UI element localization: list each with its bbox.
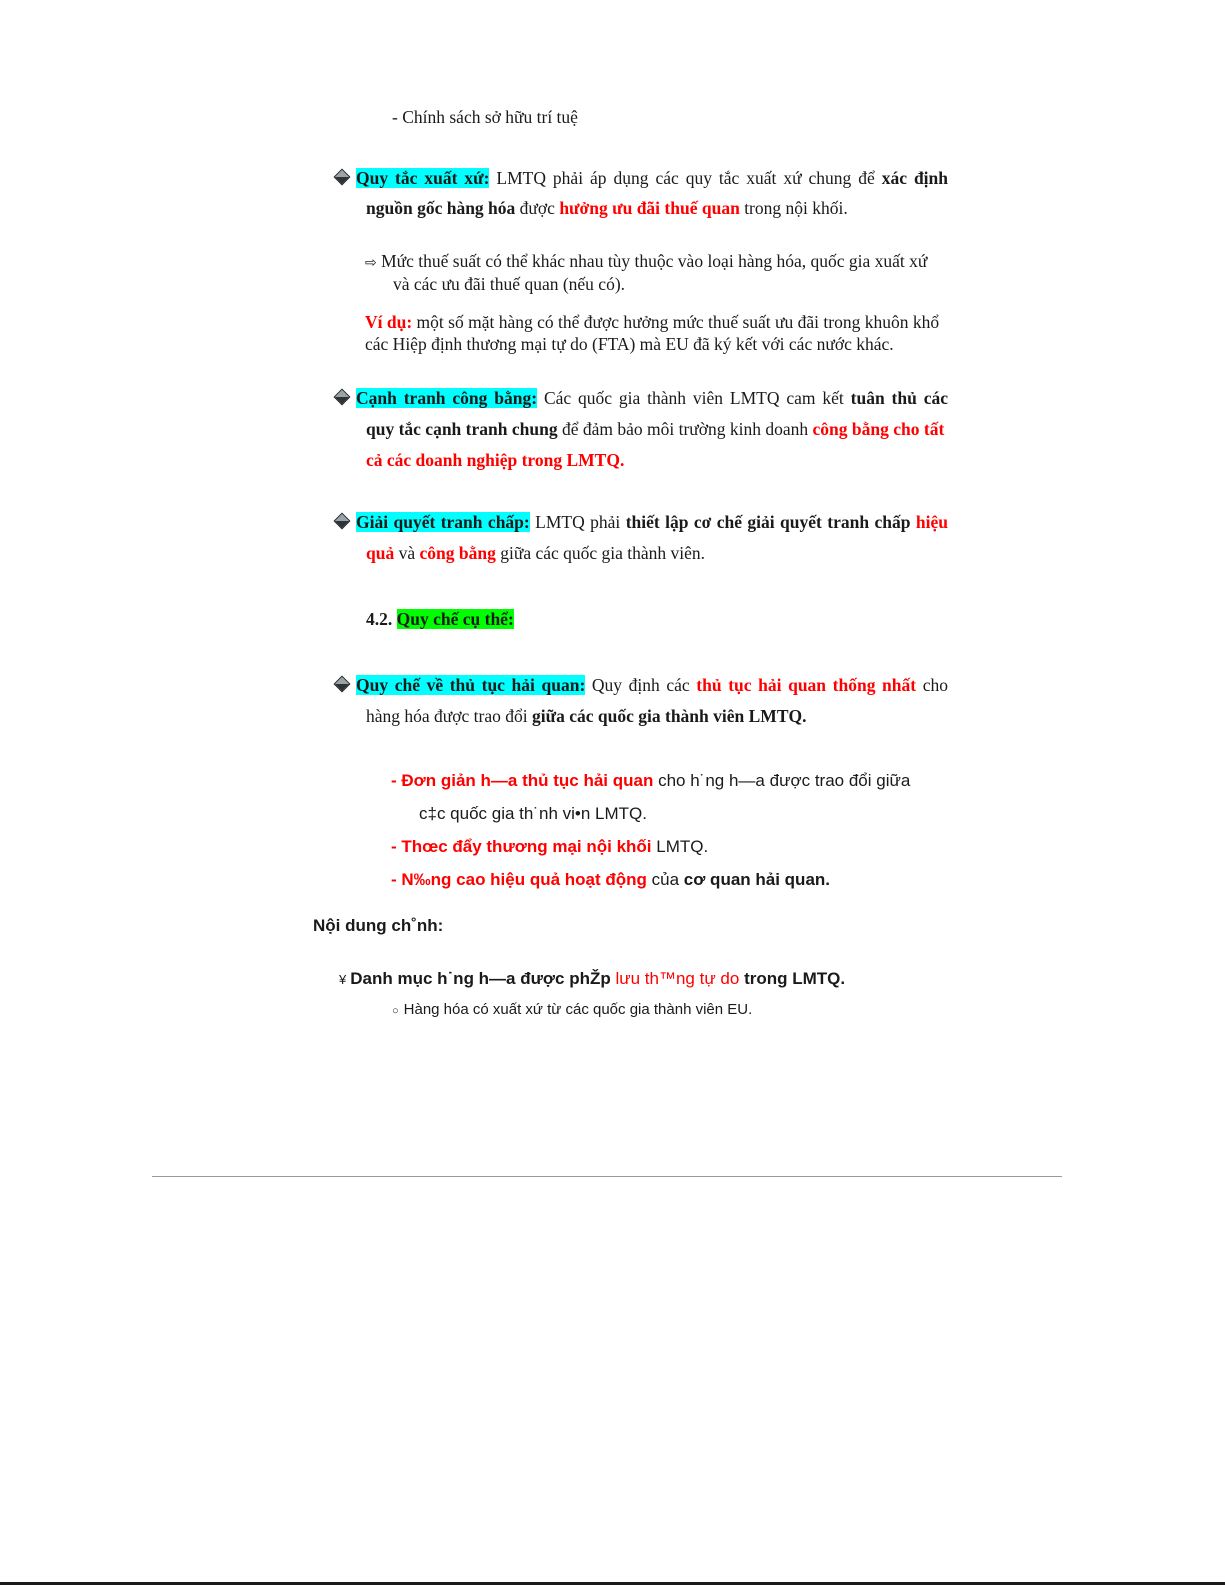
dispute-paragraph: Giải quyết tranh chấp: LMTQ phải thiết lập cơ chế giải quyết tranh chấp hiệu quả và công bằng giữa các quốc gia thành viên. <box>336 507 948 569</box>
competition-paragraph: Cạnh tranh công bằng: Các quốc gia thành viên LMTQ cam kết tuân thủ các quy tắc cạnh tranh chung để đảm bảo môi trường kinh doanh công bằng cho tất cả các doanh nghiệp trong LMTQ. <box>336 383 948 476</box>
page-divider <box>152 1176 1062 1177</box>
origin-paragraph: Quy tắc xuất xứ: LMTQ phải áp dụng các quy tắc xuất xứ chung để xác định nguồn gốc hàng hóa được hưởng ưu đãi thuế quan trong nội khối. <box>336 168 948 219</box>
section-title: Quy chế cụ thể: <box>396 609 514 629</box>
yen-bullet-icon: ¥ <box>339 972 347 987</box>
goal-item: - Đơn giản h—a thủ tục hải quan cho h˙ng h—a được trao đổi giữa <box>391 771 911 790</box>
origin-example: Ví dụ: một số mặt hàng có thể được hưởng mức thuế suất ưu đãi trong khuôn khổ các Hiệp định thương mại tự do (FTA) mà EU đã ký kết với các nước khác. <box>365 312 940 354</box>
competition-title: Cạnh tranh công bằng: <box>356 388 538 408</box>
diamond-bullet-icon <box>334 513 351 530</box>
goal-item: - Thœc đẩy thương mại nội khối LMTQ. <box>391 837 709 856</box>
main-content-heading: Nội dung ch˚nh: <box>313 916 444 935</box>
section-heading: 4.2. Quy chế cụ thể: <box>366 609 514 629</box>
arrow-icon: ⇨ <box>365 254 377 270</box>
diamond-bullet-icon <box>334 676 351 693</box>
customs-paragraph: Quy chế về thủ tục hải quan: Quy định các thủ tục hải quan thống nhất cho hàng hóa được trao đổi giữa các quốc gia thành viên LMTQ. <box>336 670 948 732</box>
policy-item: - Chính sách sở hữu trí tuệ <box>392 107 578 127</box>
circle-bullet-icon: ○ <box>392 1005 399 1017</box>
diamond-bullet-icon <box>334 389 351 406</box>
origin-note: ⇨ Mức thuế suất có thể khác nhau tùy thuộc vào loại hàng hóa, quốc gia xuất xứ và các ưu đãi thuế quan (nếu có). <box>365 251 928 294</box>
example-label: Ví dụ: <box>365 312 413 332</box>
goal-item: - N‰ng cao hiệu quả hoạt động của cơ quan hải quan. <box>391 870 831 889</box>
main-content-subitem: ○ Hàng hóa có xuất xứ từ các quốc gia thành viên EU. <box>392 1001 753 1018</box>
customs-title: Quy chế về thủ tục hải quan: <box>356 675 586 695</box>
main-content-item: ¥ Danh mục h˙ng h—a được phŽp lưu th™ng tự do trong LMTQ. <box>339 969 846 988</box>
diamond-bullet-icon <box>334 169 351 186</box>
goals-list: - Đơn giản h—a thủ tục hải quan cho h˙ng h—a được trao đổi giữa c‡c quốc gia th˙nh vi•n LMTQ. - Thœc đẩy thương mại nội khối LMTQ. - N‰ng cao hiệu quả hoạt động của cơ quan hải quan. <box>391 764 961 896</box>
origin-title: Quy tắc xuất xứ: <box>356 168 490 188</box>
dispute-title: Giải quyết tranh chấp: <box>356 512 530 532</box>
